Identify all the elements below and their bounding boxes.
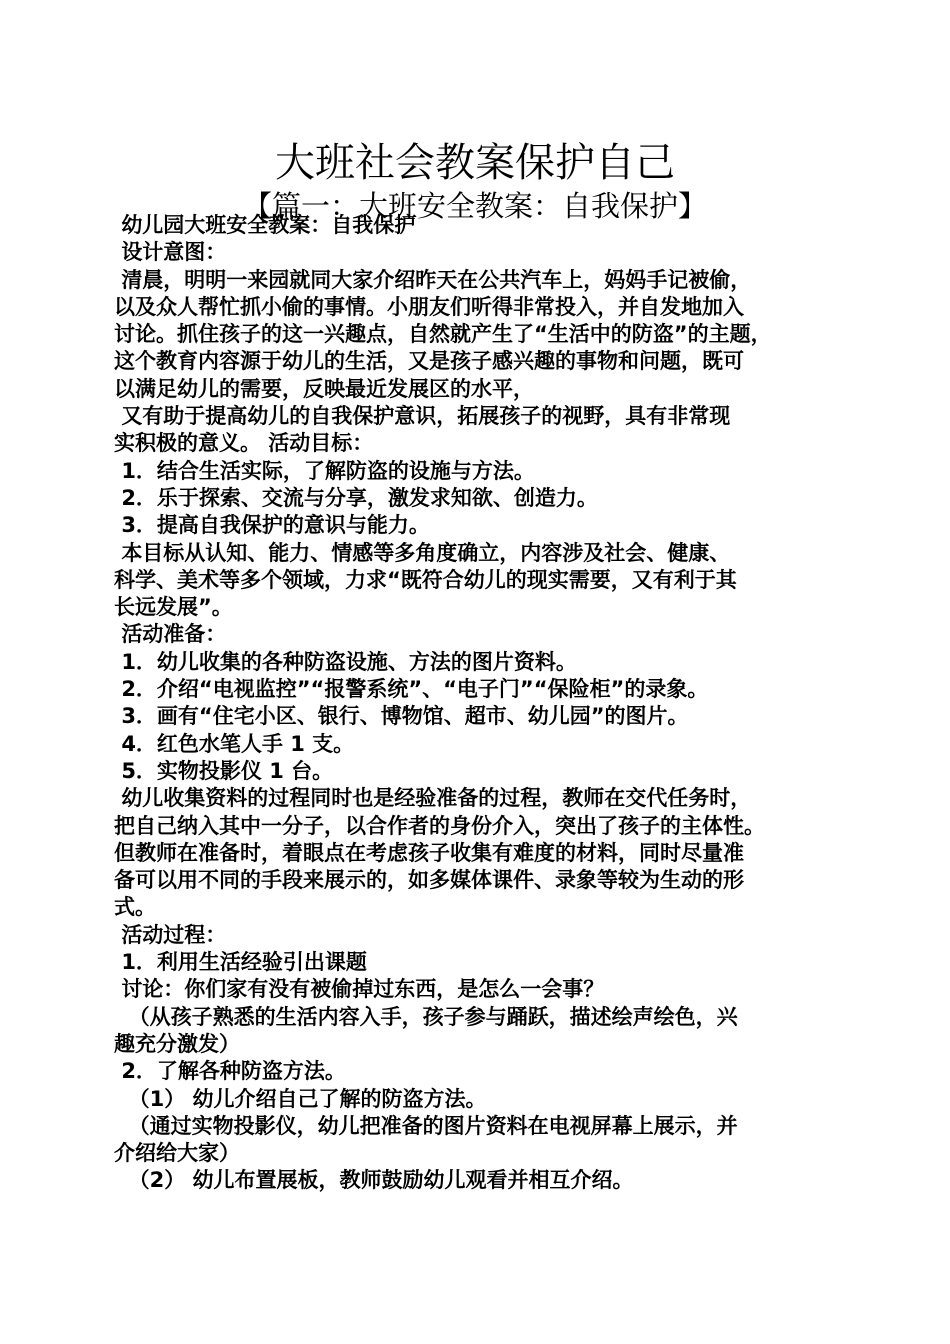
body-line: 以及众人帮忙抓小偷的事情。小朋友们听得非常投入，并自发地加入	[114, 294, 744, 319]
body-line: 趣充分激发）	[114, 1031, 240, 1056]
body-line: 1．结合生活实际，了解防盗的设施与方法。	[114, 458, 535, 483]
body-line: 1．幼儿收集的各种防盗设施、方法的图片资料。	[114, 649, 577, 674]
body-line: 清晨，明明一来园就同大家介绍昨天在公共汽车上，妈妈手记被偷，	[114, 267, 752, 292]
document-subtitle: 【篇一：大班安全教案：自我保护】	[242, 189, 707, 224]
body-line: 2．乐于探索、交流与分享，激发求知欲、创造力。	[114, 485, 598, 510]
body-line: 式。	[114, 895, 156, 920]
body-line: 4．红色水笔人手 1 支。	[114, 731, 355, 756]
body-line: 科学、美术等多个领域，力求“既符合幼儿的现实需要，又有利于其	[114, 567, 737, 592]
body-line: （从孩子熟悉的生活内容入手，孩子参与踊跃，描述绘声绘色，兴	[114, 1004, 738, 1029]
body-line: 备可以用不同的手段来展示的，如多媒体课件、录象等较为生动的形	[114, 868, 744, 893]
body-line: 幼儿园大班安全教案：自我保护	[114, 213, 416, 237]
body-line: 3．提高自我保护的意识与能力。	[114, 513, 430, 538]
body-line: 以满足幼儿的需要，反映最近发展区的水平，	[114, 376, 534, 401]
body-line: 3．画有“住宅小区、银行、博物馆、超市、幼儿园”的图片。	[114, 704, 689, 729]
document-title: 大班社会教案保护自己	[275, 139, 675, 186]
body-line: 幼儿收集资料的过程同时也是经验准备的过程，教师在交代任务时，	[114, 786, 752, 811]
body-line: 实积极的意义。 活动目标：	[114, 431, 374, 456]
body-line: 这个教育内容源于幼儿的生活，又是孩子感兴趣的事物和问题，既可	[114, 349, 744, 374]
body-line: 活动准备：	[114, 622, 227, 647]
body-line: （1） 幼儿介绍自己了解的防盗方法。	[114, 1086, 487, 1111]
body-line: 讨论。抓住孩子的这一兴趣点，自然就产生了“生活中的防盗”的主题，	[114, 322, 772, 347]
body-line: 把自己纳入其中一分子，以合作者的身份介入，突出了孩子的主体性。	[114, 813, 765, 838]
body-line: 2．介绍“电视监控”“报警系统”、“电子门”“保险柜”的录象。	[114, 677, 709, 702]
body-line: 本目标从认知、能力、情感等多角度确立，内容涉及社会、健康、	[114, 540, 731, 565]
body-line: 介绍给大家）	[114, 1141, 240, 1166]
body-line: 5．实物投影仪 1 台。	[114, 758, 334, 783]
body-line: 活动过程：	[114, 922, 227, 947]
body-line: 1．利用生活经验引出课题	[114, 950, 367, 975]
body-line: 讨论：你们家有没有被偷掉过东西，是怎么一会事？	[114, 977, 605, 1002]
document-body	[114, 212, 844, 1195]
body-line: 长远发展”。	[114, 595, 233, 620]
body-line: 又有助于提高幼儿的自我保护意识，拓展孩子的视野，具有非常现	[114, 404, 731, 429]
body-line: （通过实物投影仪，幼儿把准备的图片资料在电视屏幕上展示，并	[114, 1113, 738, 1138]
body-line: （2） 幼儿布置展板，教师鼓励幼儿观看并相互介绍。	[114, 1168, 634, 1193]
body-line: 2．了解各种防盗方法。	[114, 1059, 346, 1084]
body-line: 但教师在准备时，着眼点在考虑孩子收集有难度的材料，同时尽量准	[114, 840, 744, 865]
body-line: 设计意图：	[114, 240, 227, 265]
